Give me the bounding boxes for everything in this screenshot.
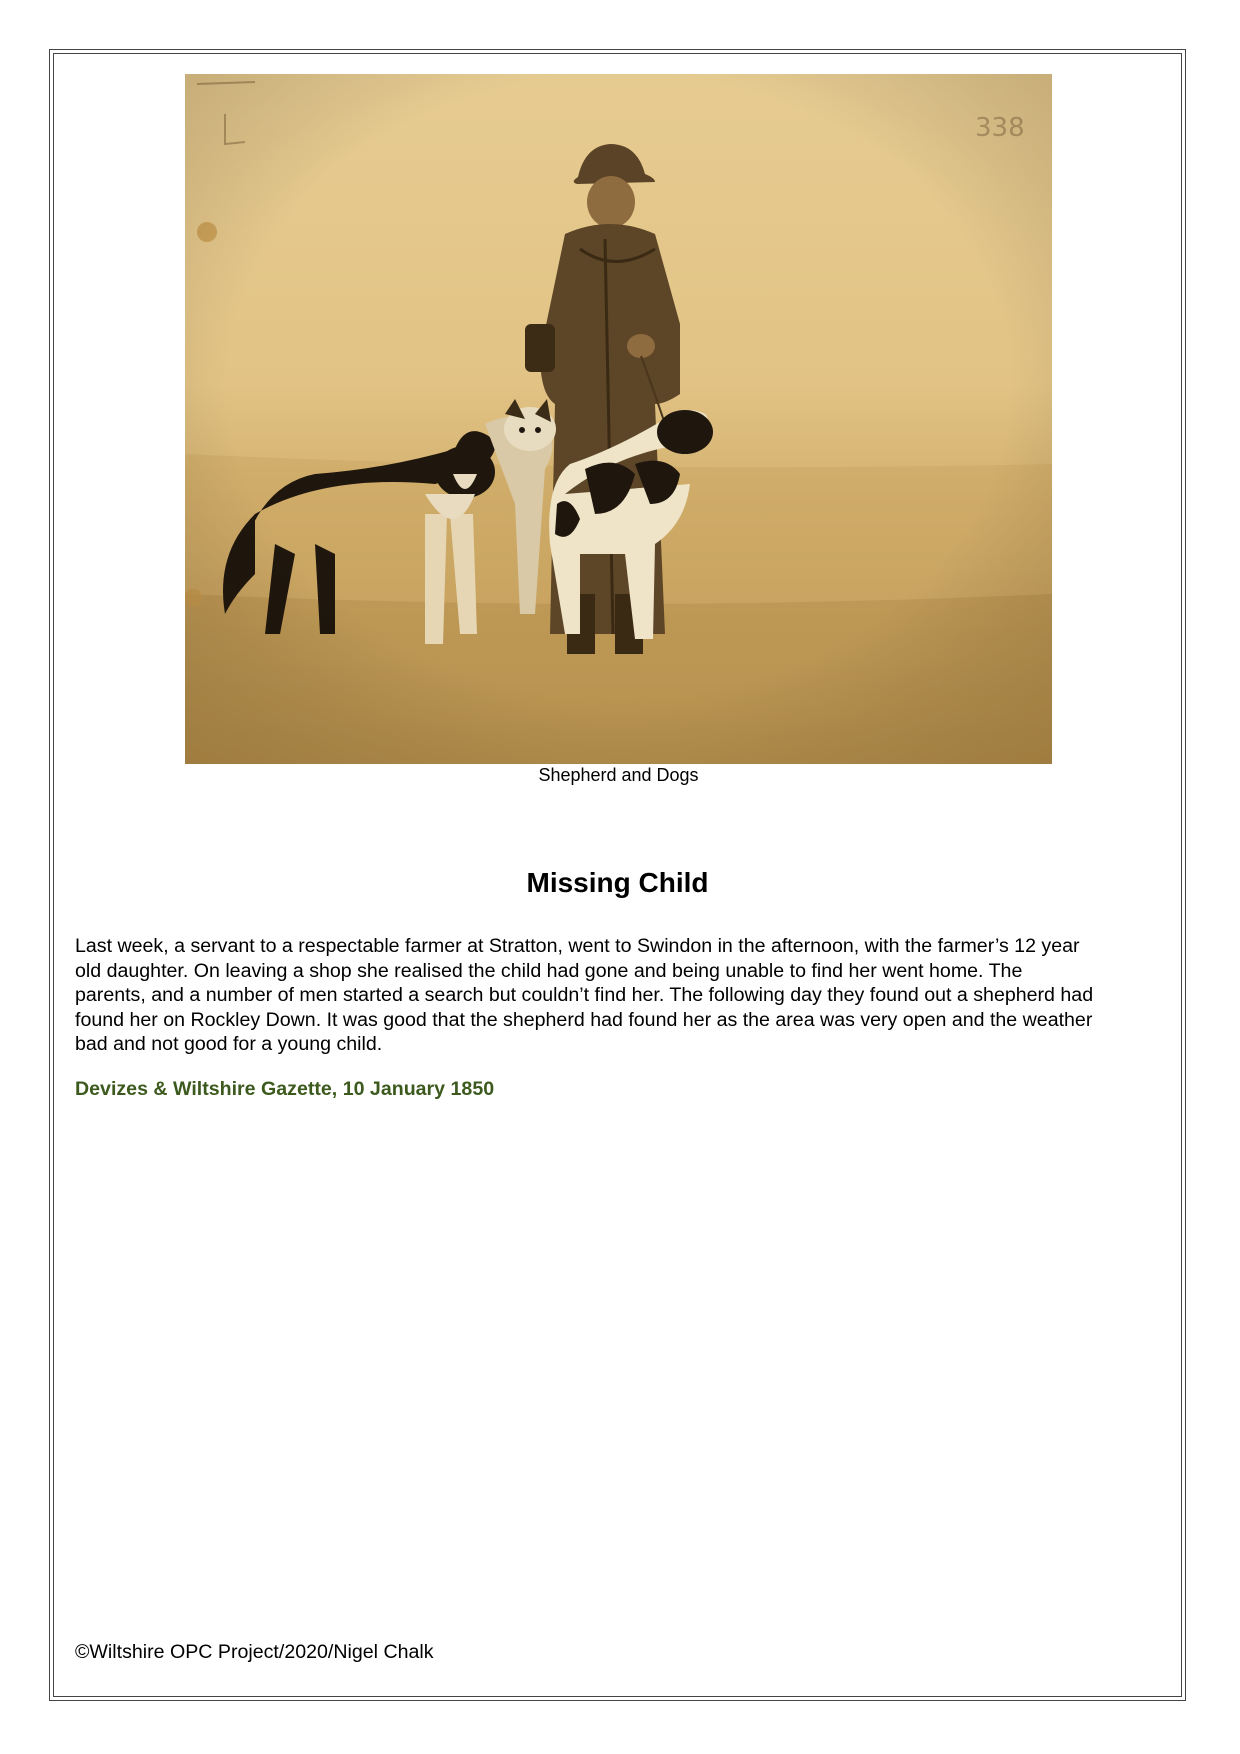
article-title: Missing Child bbox=[526, 867, 709, 898]
footer-copyright: ©Wiltshire OPC Project/2020/Nigel Chalk bbox=[75, 1641, 434, 1663]
photo-caption: Shepherd and Dogs bbox=[538, 765, 699, 785]
shepherd-photo-image bbox=[185, 74, 1052, 764]
article-source: Devizes & Wiltshire Gazette, 10 January 1850 bbox=[75, 1078, 495, 1100]
article-body: Last week, a servant to a respectable farmer at Stratton, went to Swindon in the afternoon, with the farmer’s 12 year old daughter. On leaving a shop she realised the child had gone and being unable to find her went home. The parents, and a number of men started a search but couldn’t find her. The following day they found out a shepherd had found her on Rockley Down. It was good that the shepherd had found her as the area was very open and the weather bad and not good for a young child. bbox=[75, 935, 1094, 1055]
shepherd-photo bbox=[185, 74, 1052, 764]
